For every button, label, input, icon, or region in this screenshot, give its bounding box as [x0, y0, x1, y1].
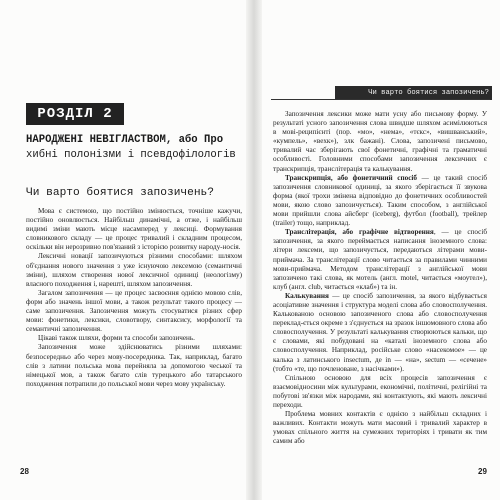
- term-lead: Калькування: [285, 291, 329, 300]
- right-body-text: [273, 110, 487, 446]
- chapter-title-line1: НАРОДЖЕНІ НЕВІГЛАСТВОМ, або Про: [26, 134, 224, 146]
- book-gutter: [246, 0, 262, 500]
- page-number-left: 28: [20, 467, 29, 476]
- running-head-rule: [271, 99, 490, 100]
- paragraph: Запозичення лексики може мати усну або письмову форму. У результаті усного запозичення слова швидше шляхом асимілюються в мові-реципієнті (пор. «мо», «нема», «тєкс», «вишванський», «кумпель», «вехк»), злк бажані). Слова, запозичені письмово, тривалий час зберігають свої фонетичні, графічні та граматичні особливості. Головними способами запозичення лексичних є транскрипція, транслітерація та калькування.: [273, 110, 487, 173]
- paragraph: Транскрипція, або фонетичний спосіб — це такий спосіб запозичення словникової одиниці, за якого зберігається її звукова форма (якої трохи змінена відповідно до фонетичних особливостей мови, якою слово запозичується). Таким способом, з англійської мови прийшли слова айсберг (iceberg), футбол (football), трейлер (trailer) тощо, наприклад.: [273, 173, 487, 228]
- paragraph: Транслітерація, або графічне відтворення, — це спосіб запозичення, за якого переймається написання іноземного слова: літери лексеми, що запозичується, передаються літерами мови-приймача. За транслітерації слово читається за правилами чинними мови-приймача. Методом транслітерації з англійської мови запозичено такі слова, як мотель (англ. motel, читається «моутел»), клуб (англ. club, читається «клаб») та ін.: [273, 228, 487, 291]
- paragraph: Цікаві також шляхи, форми та способи запозичень.: [38, 334, 195, 343]
- running-head-text: Чи варто боятися запозичень?: [368, 89, 489, 97]
- page-number-right: 29: [478, 467, 487, 476]
- chapter-title-line2: хибні полонізми і псевдофілологів: [26, 149, 236, 161]
- running-head: [335, 86, 492, 100]
- left-page: [18, 0, 244, 500]
- chapter-label-box: [26, 103, 124, 125]
- term-lead: Транслітерація, або графічне відтворення: [285, 228, 434, 237]
- right-page: [263, 0, 492, 500]
- term-lead: Транскрипція, або фонетичний спосіб: [285, 173, 418, 182]
- section-heading: Чи варто боятися запозичень?: [26, 187, 214, 199]
- left-body-text: [26, 207, 242, 389]
- chapter-title: [26, 133, 244, 163]
- chapter-label: РОЗДІЛ 2: [37, 106, 113, 122]
- paragraph: Запозичення може здійснюватись різними шляхами: безпосередньо або через мову-посередника. Так, наприклад, багато слів з латини польська мова перейняла за допомогою чеської та німецької мов, а також багато слів турецького або татарського походження потрапили до польської мови через мову українську.: [26, 343, 242, 388]
- paragraph: Калькування — це спосіб запозичення, за якого відбувається асоціативне значення і структура моделі слова або словосполучення. Калькованою основою запозиченого слова або словосполучення переклад-ється окреме з з'єднується на зразок іншомовного слова або словосполучення. У результаті калькування створюються кальки, що є словами, які побудовані на «каталі іноземного слова або словосполучення. Наприклад, російське слово «насекомое» — це калька з латинського insectum, де in — «на», sectum — «сечене» (тобто «те, що почленоване, з насічками»).: [273, 291, 487, 373]
- paragraph: Мова є системою, що постійно змінюється, точніше кажучи, постійно оновлюється. Найбільш динамічні, а отже, і найбільш видимі зміни мають місце насамперед у лексиці. Формування словникового складу — це процес тривалий і складним процесом, оскільки він нерозривно пов'язаний з історією розвитку народу-носія.: [26, 207, 242, 252]
- paragraph: Проблема мовних контактів є однією з найбільш складних і важливих. Контакти можуть мати масовий і тривалий характер в умовах спільного життя на сумежних територіях і тривати як тим самим або: [273, 410, 487, 446]
- paragraph: Загалом запозичення — це процес засвоєння однією мовою слів, форм або значень іншої мови, а також результат такого процесу — саме запозичення. Запозичення можуть стосуватися різних сфер мови: фонетики, лексики, словотвору, синтаксису, морфології та семантичні запозичення.: [26, 288, 242, 334]
- paragraph: Лексичні новації запозичуються різними способами: шляхом об'єднання нового значення з уже існуючою лексемою (семантичні зміни), шляхом створення нової лексичної одиниці (неологізму) власного походження і, нарешті, шляхом запозичення.: [26, 252, 242, 288]
- paragraph: Спільною основою для всіх процесів запозичення є взаємовідносини між культурами, економічні, політичні, релігійні та побутові зв'язки між народами, які контактують, які мають лексичні переходи.: [273, 373, 487, 409]
